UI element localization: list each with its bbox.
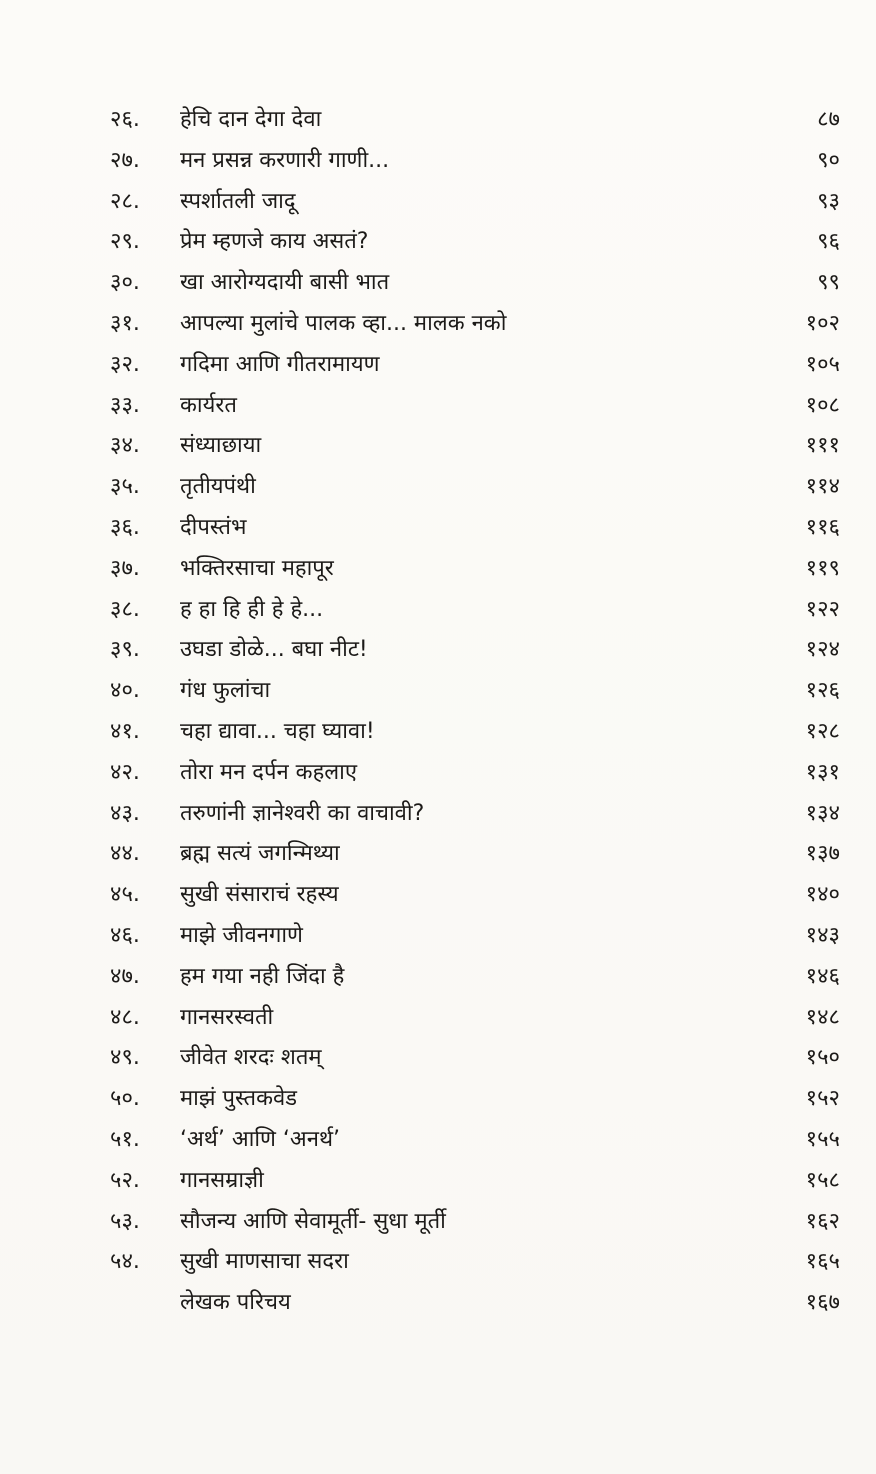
toc-entry-number: ४०.	[110, 678, 140, 704]
toc-entry-title: गानसरस्वती	[180, 1004, 274, 1030]
toc-row	[110, 1161, 840, 1202]
toc-row	[110, 549, 840, 590]
toc-entry-title: चहा द्यावा... चहा घ्यावा!	[180, 718, 375, 744]
toc-row	[110, 794, 840, 835]
toc-entry-number: ५२.	[110, 1167, 140, 1193]
toc-entry-title: तृतीयपंथी	[180, 474, 256, 500]
toc-entry-number: ३२.	[110, 351, 140, 377]
toc-entry-number: ४९.	[110, 1045, 140, 1071]
toc-entry-number: ३४.	[110, 433, 140, 459]
toc-entry-number: ४२.	[110, 759, 140, 785]
toc-entry-title: स्पर्शातली जादू	[180, 188, 296, 214]
toc-entry-page: ८७	[817, 107, 840, 132]
toc-entry-number: ३३.	[110, 392, 140, 418]
toc-entry-title: मन प्रसन्न करणारी गाणी...	[180, 147, 390, 173]
toc-row	[110, 426, 840, 467]
toc-row	[110, 182, 840, 223]
toc-entry-number: ३५.	[110, 474, 140, 500]
toc-entry-title: आपल्या मुलांचे पालक व्हा... मालक नको	[180, 310, 507, 336]
toc-entry-page: १२२	[805, 596, 840, 622]
toc-entry-number: ५४.	[110, 1249, 140, 1275]
toc-entry-title: दीपस्तंभ	[180, 514, 247, 540]
toc-entry-number: ४६.	[110, 922, 140, 948]
toc-entry-title: ‘अर्थ’ आणि ‘अनर्थ’	[180, 1126, 340, 1152]
toc-row	[110, 263, 840, 304]
toc-entry-number: ५१.	[110, 1126, 140, 1152]
toc-entry-number: ३०.	[110, 270, 140, 296]
toc-row	[110, 875, 840, 916]
toc-row	[110, 834, 840, 875]
toc-entry-page: १६७	[805, 1290, 840, 1316]
toc-entry-page: ९३	[817, 188, 840, 214]
toc-row	[110, 1079, 840, 1120]
toc-entry-number: ४४.	[110, 841, 140, 867]
toc-entry-page: १३४	[805, 800, 840, 826]
toc-entry-number: ३१.	[110, 310, 140, 336]
toc-entry-page: १२८	[805, 718, 840, 744]
toc-entry-title: ब्रह्म सत्यं जगन्मिथ्या	[180, 841, 340, 867]
toc-entry-page: १२६	[805, 678, 840, 704]
toc-entry-page: ११४	[805, 474, 840, 500]
toc-entry-number: ३८.	[110, 596, 140, 622]
toc-entry-number: ३६.	[110, 514, 140, 540]
toc-row	[110, 1283, 840, 1324]
toc-row	[110, 998, 840, 1039]
toc-entry-number: ३९.	[110, 637, 140, 663]
toc-entry-title: खा आरोग्यदायी बासी भात	[180, 270, 390, 296]
toc-entry-page: ११९	[805, 555, 840, 581]
toc-entry-title: माझे जीवनगाणे	[180, 922, 303, 948]
toc-entry-page: १०८	[805, 392, 840, 418]
toc-row	[110, 590, 840, 631]
toc-entry-number: २९.	[110, 229, 140, 255]
toc-row	[110, 671, 840, 712]
toc-entry-page: १५२	[805, 1086, 840, 1112]
toc-entry-page: १४०	[805, 882, 840, 908]
toc-entry-title: संध्याछाया	[180, 433, 262, 459]
toc-row	[110, 1120, 840, 1161]
toc-entry-number: ४१.	[110, 718, 140, 744]
toc-entry-page: १४३	[805, 922, 840, 948]
toc-entry-title: तोरा मन दर्पन कहलाए	[180, 759, 358, 785]
toc-entry-title: सौजन्य आणि सेवामूर्ती- सुधा मूर्ती	[180, 1208, 446, 1234]
toc-entry-page: १०५	[805, 351, 840, 377]
toc-row	[110, 222, 840, 263]
toc-row	[110, 1202, 840, 1243]
table-of-contents	[110, 100, 840, 1324]
toc-entry-page: ९६	[817, 229, 840, 255]
toc-row	[110, 508, 840, 549]
toc-entry-number: ५३.	[110, 1208, 140, 1234]
toc-entry-number: २७.	[110, 147, 140, 173]
toc-entry-title: लेखक परिचय	[180, 1290, 291, 1316]
toc-row	[110, 141, 840, 182]
toc-entry-page: ११६	[805, 514, 840, 540]
toc-row	[110, 386, 840, 427]
toc-entry-title: भक्तिरसाचा महापूर	[180, 555, 334, 581]
toc-entry-title: हेचि दान देगा देवा	[180, 107, 322, 132]
toc-row	[110, 1242, 840, 1283]
toc-entry-page: १४६	[805, 963, 840, 989]
toc-entry-number: ३७.	[110, 555, 140, 581]
toc-entry-page: १३१	[805, 759, 840, 785]
toc-entry-title: गानसम्राज्ञी	[180, 1167, 264, 1193]
toc-entry-page: १०२	[805, 310, 840, 336]
toc-entry-title: उघडा डोळे... बघा नीट!	[180, 637, 368, 663]
toc-entry-number: ४७.	[110, 963, 140, 989]
toc-entry-title: गंध फुलांचा	[180, 678, 271, 704]
toc-entry-page: १३७	[805, 841, 840, 867]
toc-entry-page: ९९	[817, 270, 840, 296]
toc-entry-title: ह हा हि ही हे हे...	[180, 596, 324, 622]
toc-entry-number: २८.	[110, 188, 140, 214]
toc-entry-number: ४३.	[110, 800, 140, 826]
toc-row	[110, 957, 840, 998]
toc-entry-page: १११	[805, 433, 840, 459]
toc-row	[110, 753, 840, 794]
toc-entry-title: जीवेत शरदः शतम्	[180, 1045, 322, 1071]
toc-entry-number: ५०.	[110, 1086, 140, 1112]
toc-row	[110, 345, 840, 386]
toc-entry-number: ४५.	[110, 882, 140, 908]
toc-entry-title: माझं पुस्तकवेड	[180, 1086, 297, 1112]
toc-row	[110, 630, 840, 671]
toc-entry-number: ४८.	[110, 1004, 140, 1030]
toc-row	[110, 467, 840, 508]
toc-row	[110, 712, 840, 753]
toc-entry-page: १५०	[805, 1045, 840, 1071]
toc-row	[110, 1038, 840, 1079]
toc-entry-title: हम गया नही जिंदा है	[180, 963, 345, 989]
toc-entry-page: १४८	[805, 1004, 840, 1030]
toc-entry-page: ९०	[817, 147, 840, 173]
toc-entry-title: प्रेम म्हणजे काय असतं?	[180, 229, 369, 255]
toc-entry-page: १२४	[805, 637, 840, 663]
toc-entry-title: कार्यरत	[180, 392, 237, 418]
toc-row	[110, 916, 840, 957]
toc-entry-page: १६५	[805, 1249, 840, 1275]
toc-entry-page: १५५	[805, 1126, 840, 1152]
toc-entry-title: सुखी संसाराचं रहस्य	[180, 882, 339, 908]
toc-entry-number: २६.	[110, 107, 140, 132]
toc-row	[110, 304, 840, 345]
toc-row	[110, 100, 840, 141]
toc-entry-title: तरुणांनी ज्ञानेश्वरी का वाचावी?	[180, 800, 425, 826]
toc-entry-title: सुखी माणसाचा सदरा	[180, 1249, 349, 1275]
toc-entry-page: १५८	[805, 1167, 840, 1193]
toc-entry-title: गदिमा आणि गीतरामायण	[180, 351, 380, 377]
toc-entry-page: १६२	[805, 1208, 840, 1234]
